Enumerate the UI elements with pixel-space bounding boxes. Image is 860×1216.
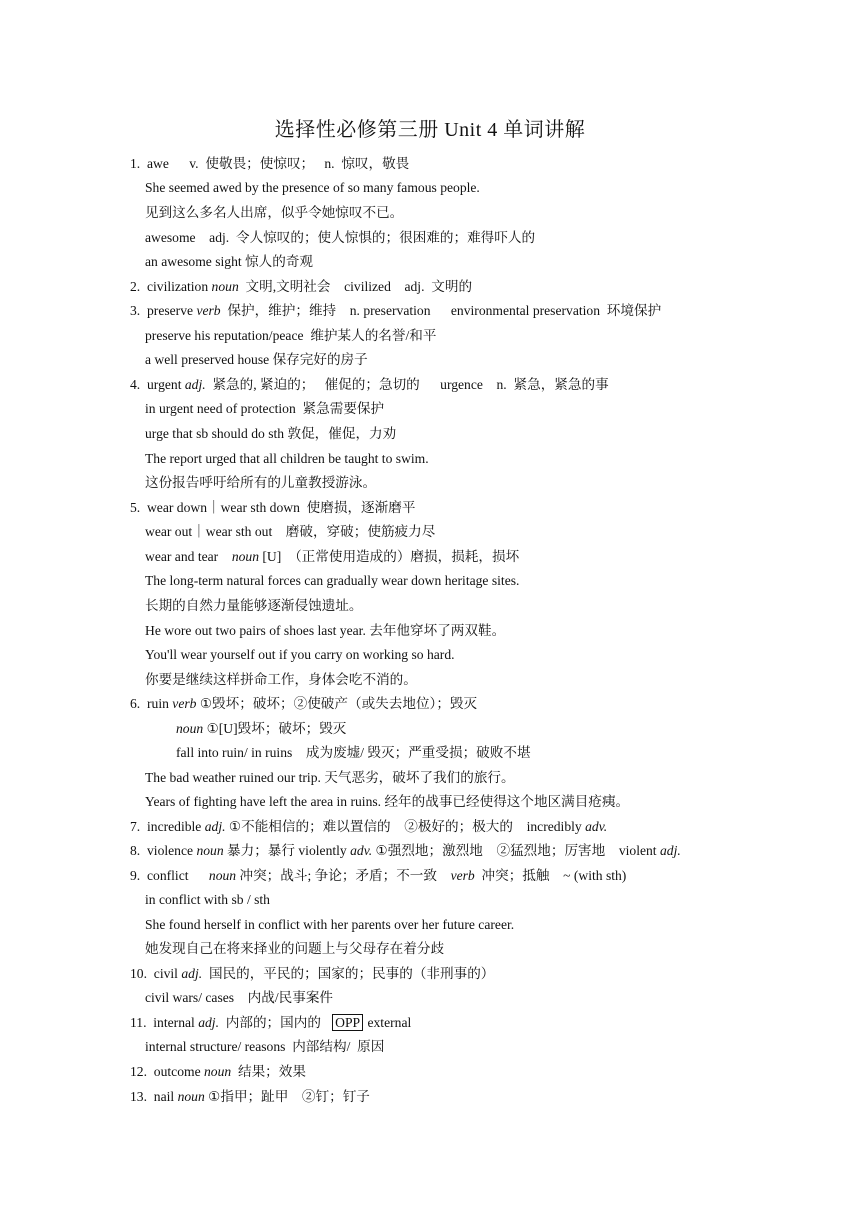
entry-10-line-2: civil wars/ cases 内战/民事案件 xyxy=(145,990,334,1005)
entry-4-line-2: in urgent need of protection 紧急需要保护 xyxy=(145,401,385,416)
entry-1-example: She seemed awed by the presence of so many famous people. xyxy=(145,180,480,195)
entry-6-line-3: fall into ruin/ in ruins 成为废墟/ 毁灭；严重受损；破败不堪 xyxy=(176,745,531,760)
entry-3-line-2: preserve his reputation/peace 维护某人的名誉/和平 xyxy=(145,328,437,343)
entry-5-line-6: He wore out two pairs of shoes last year. 去年他穿坏了两双鞋。 xyxy=(145,623,506,638)
entry-3-head: 3. preserve verb 保护，维护；维持 n. preservation environmental preservation 环境保护 xyxy=(130,303,662,318)
entry-6-head: 6. ruin verb ①毁坏；破坏；②使破产（或失去地位）；毁灭 xyxy=(130,696,478,711)
opp-box: OPP xyxy=(332,1014,363,1031)
entry-13-head: 13. nail noun ①指甲；趾甲 ②钉；钉子 xyxy=(130,1089,370,1104)
entry-12-head: 12. outcome noun 结果；效果 xyxy=(130,1064,306,1079)
entry-5-line-2: wear out｜wear sth out 磨破，穿破；使筋疲力尽 xyxy=(145,524,436,539)
entry-7-head: 7. incredible adj. ①不能相信的；难以置信的 ②极好的；极大的 incredibly adv. xyxy=(130,819,608,834)
entry-4-line-3: urge that sb should do sth 敦促，催促，力劝 xyxy=(145,426,397,441)
entry-11-line-2: internal structure/ reasons 内部结构/ 原因 xyxy=(145,1039,385,1054)
entry-5-head: 5. wear down｜wear sth down 使磨损，逐渐磨平 xyxy=(130,500,416,515)
entry-5-line-4: The long-term natural forces can gradually wear down heritage sites. xyxy=(145,573,520,588)
entry-4-line-5: 这份报告呼吁给所有的儿童教授游泳。 xyxy=(145,475,377,490)
entry-5-line-3: wear and tear noun [U] （正常使用造成的）磨损，损耗，损坏 xyxy=(145,549,520,564)
entry-9-line-2: in conflict with sb / sth xyxy=(145,892,270,907)
entry-6-line-5: Years of fighting have left the area in ruins. 经年的战事已经使得这个地区满目疮痍。 xyxy=(145,794,630,809)
entry-1-example-cn: 见到这么多名人出席，似乎令她惊叹不已。 xyxy=(145,205,404,220)
entry-5-line-7: You'll wear yourself out if you carry on working so hard. xyxy=(145,647,455,662)
entry-10-head: 10. civil adj. 国民的，平民的；国家的；民事的（非刑事的） xyxy=(130,966,495,981)
entry-1-awesome: awesome adj. 令人惊叹的；使人惊惧的；很困难的；难得吓人的 xyxy=(145,230,536,245)
entry-1-sight: an awesome sight 惊人的奇观 xyxy=(145,254,314,269)
entry-5-line-8: 你要是继续这样拼命工作，身体会吃不消的。 xyxy=(145,672,417,687)
entry-4-line-4: The report urged that all children be taught to swim. xyxy=(145,451,429,466)
entry-9-head: 9. conflict noun 冲突；战斗; 争论；矛盾；不一致 verb 冲突；抵触 ~ (with sth) xyxy=(130,868,627,883)
page-title: 选择性必修第三册 Unit 4 单词讲解 xyxy=(274,119,586,141)
entry-5-line-5: 长期的自然力量能够逐渐侵蚀遗址。 xyxy=(145,598,363,613)
entry-6-line-4: The bad weather ruined our trip. 天气恶劣，破坏了我们的旅行。 xyxy=(145,770,515,785)
entry-4-head: 4. urgent adj. 紧急的, 紧迫的； 催促的；急切的 urgence n. 紧急，紧急的事 xyxy=(130,377,609,392)
entry-9-line-3: She found herself in conflict with her parents over her future career. xyxy=(145,917,515,932)
entry-11-head: 11. internal adj. 内部的；国内的 OPP external xyxy=(130,1015,412,1030)
entry-1-head: 1. awe v. 使敬畏；使惊叹； n. 惊叹，敬畏 xyxy=(130,156,410,171)
entry-8-head: 8. violence noun 暴力；暴行 violently adv. ①强烈地；激烈地 ②猛烈地；厉害地 violent adj. xyxy=(130,843,681,858)
entry-2-head: 2. civilization noun 文明,文明社会 civilized adj. 文明的 xyxy=(130,279,473,294)
entry-3-line-3: a well preserved house 保存完好的房子 xyxy=(145,352,368,367)
entry-9-line-4: 她发现自己在将来择业的问题上与父母存在着分歧 xyxy=(145,941,445,956)
entry-6-line-2: noun ①[U]毁坏；破坏；毁灭 xyxy=(176,721,347,736)
